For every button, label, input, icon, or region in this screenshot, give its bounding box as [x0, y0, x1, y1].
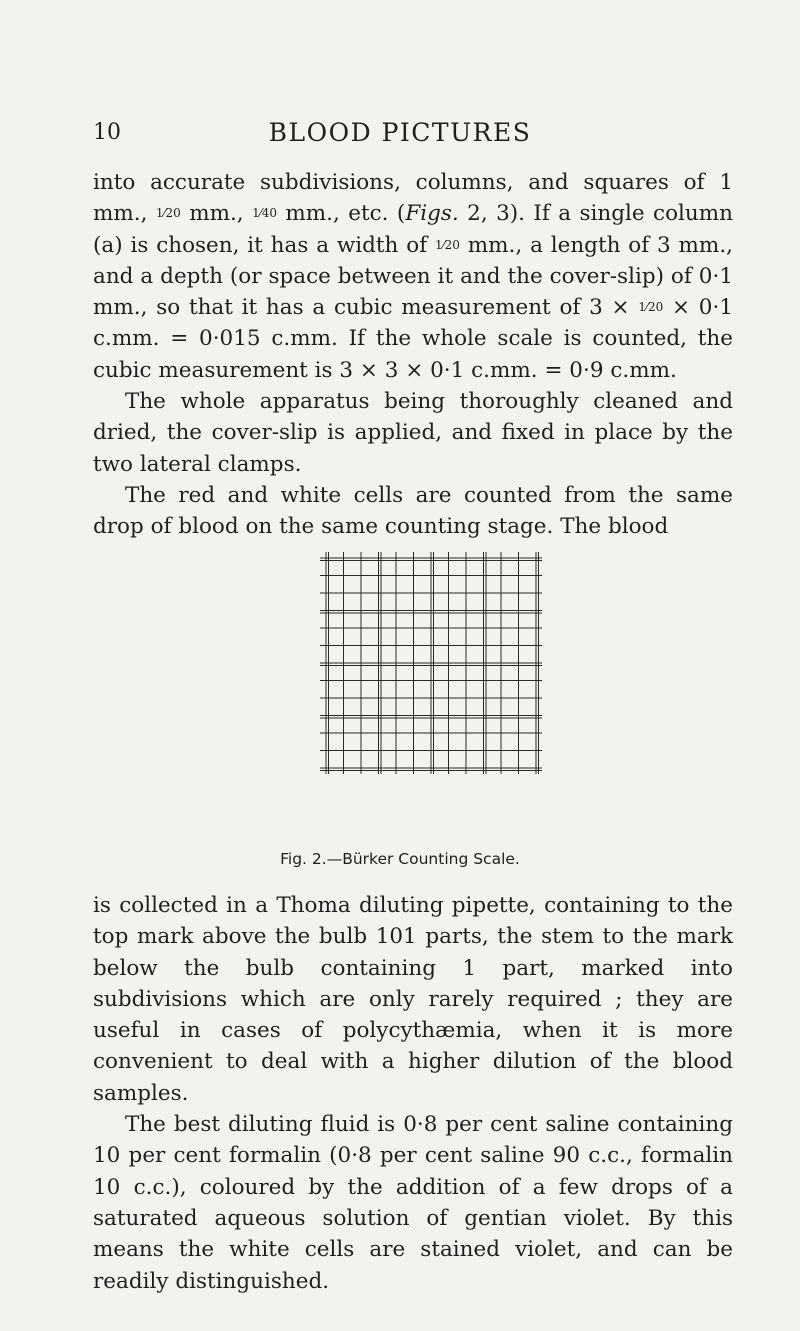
counting-grid — [318, 550, 544, 840]
figure-caption: Fig. 2.—Bürker Counting Scale. — [280, 850, 520, 868]
body-text-bottom — [93, 890, 733, 1297]
paragraph-4: is collected in a Thoma diluting pipette, containing to the top mark above the bulb 101 parts, the stem to the mark below the bulb containing 1 part, marked into subdivisions which are only rarely required ; they are useful in cases of polycythæmia, when it is more convenient to deal with a higher dilution of the blood samples. — [93, 893, 733, 1106]
paragraph-3: The red and white cells are counted from the same drop of blood on the same counting stage. The blood — [93, 482, 733, 540]
figs-reference: Figs. — [405, 201, 459, 227]
paragraph-2: The whole apparatus being thoroughly cleaned and dried, the cover-slip is applied, and fixed in place by the two lateral clamps. — [93, 389, 733, 477]
paragraph-1: into accurate subdivisions, columns, and squares of 1 mm., 1⁄20 mm., 1⁄40 mm., etc. (Figs. 2, 3). If a single column (a) is chosen, it has a width of 1⁄20 mm., a length of 3 mm., and a depth (or space between it and the cover-slip) of 0·1 mm., so that it has a cubic measurement of 3 × 1⁄20 × 0·1 c.mm. = 0·015 c.mm. If the whole scale is counted, the cubic measurement is 3 × 3 × 0·1 c.mm. = 0·9 c.mm. — [93, 170, 733, 383]
fraction-twentieth: 1⁄20 — [638, 300, 664, 315]
body-text-top — [93, 167, 733, 543]
page-number: 10 — [93, 120, 121, 145]
burker-counting-scale-figure — [318, 550, 544, 844]
fraction-twentieth: 1⁄20 — [155, 206, 181, 221]
fraction-twentieth: 1⁄20 — [435, 237, 460, 252]
fraction-fortieth: 1⁄40 — [252, 206, 277, 221]
running-head: BLOOD PICTURES — [268, 118, 532, 147]
paragraph-5: The best diluting fluid is 0·8 per cent saline containing 10 per cent formalin (0·8 per cent saline 90 c.c., formalin 10 c.c.), coloured by the addition of a few drops of a saturated aqueous solution of gentian violet. By this means the white cells are stained violet, and can be readily distinguished. — [93, 1112, 733, 1294]
